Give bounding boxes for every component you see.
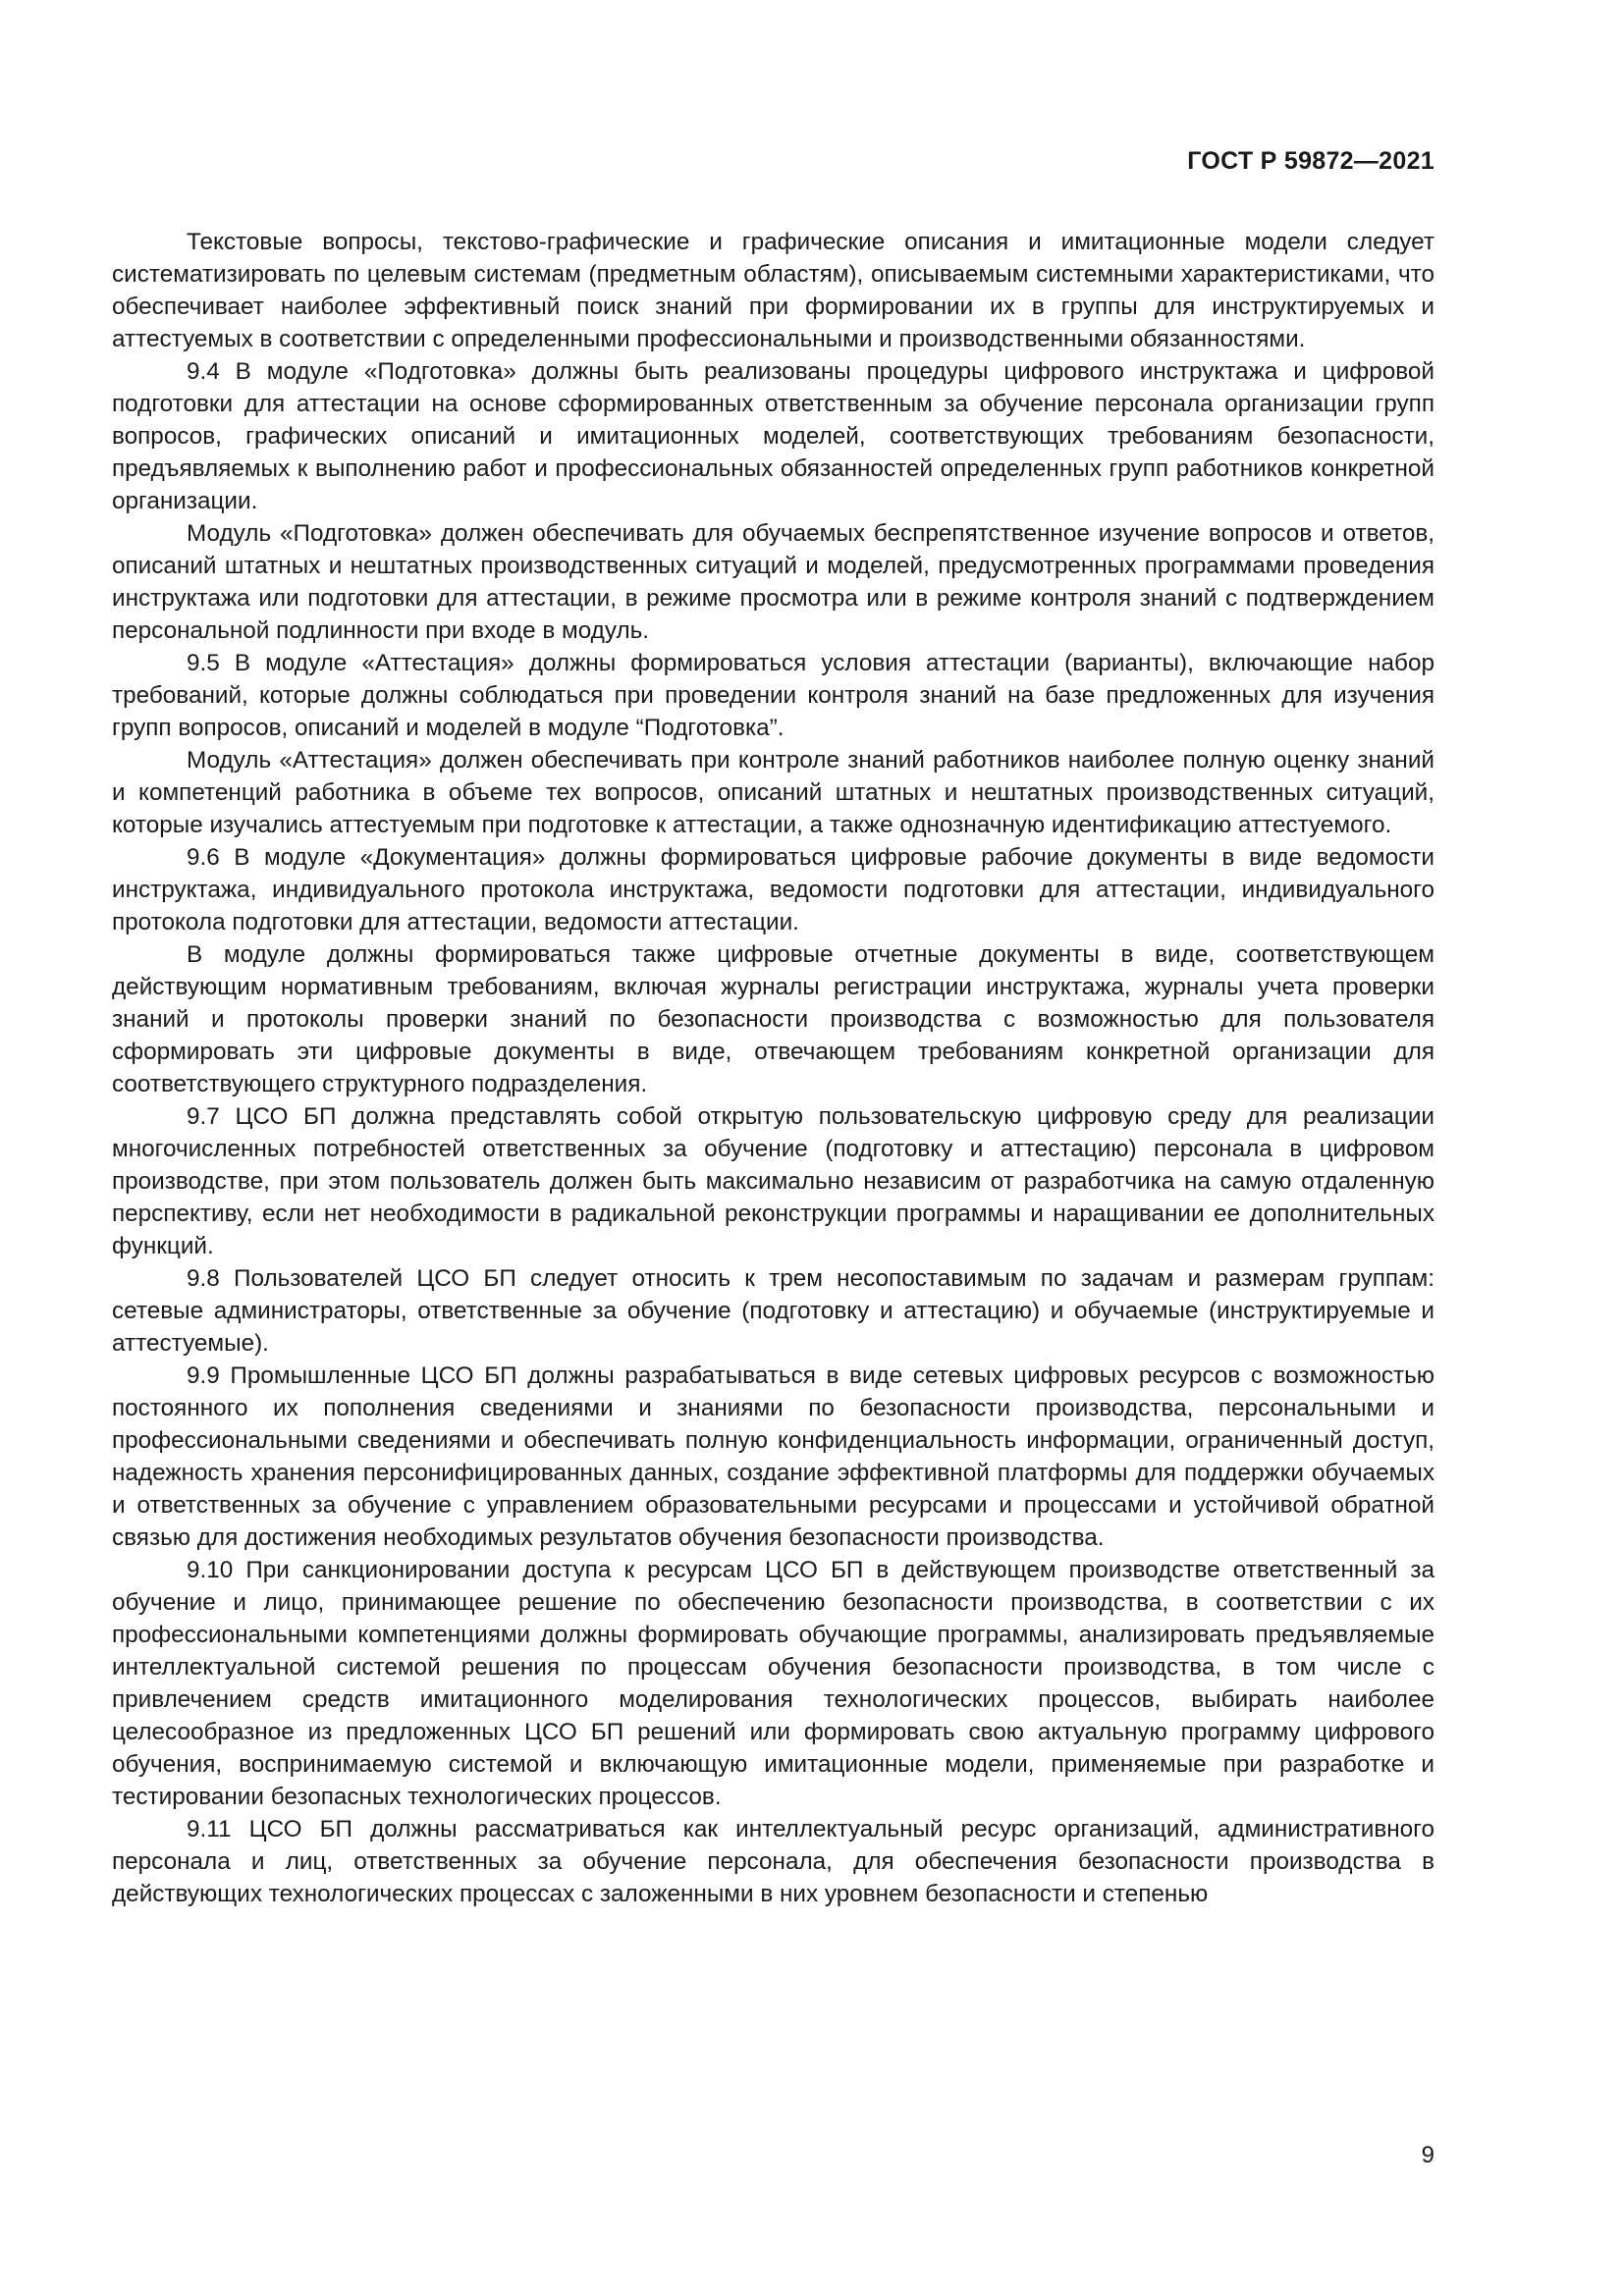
paragraph: 9.5 В модуле «Аттестация» должны формироваться условия аттестации (варианты), включающие набор требований, которые должны соблюдаться при проведении контроля знаний на базе предложенных для изучения групп вопросов, описаний и моделей в модуле “Подготовка”.: [112, 650, 1435, 741]
paragraph: 9.9 Промышленные ЦСО БП должны разрабатываться в виде сетевых цифровых ресурсов с возможностью постоянного их пополнения сведениями и знаниями по безопасности производства, персональными и профессиональными сведениями и обеспечивать полную конфиденциальность информации, ограниченный доступ, надежность хранения персонифицированных данных, создание эффективной платформы для поддержки обучаемых и ответственных за обучение с управлением образовательными ресурсами и процессами и устойчивой обратной связью для достижения необходимых результатов обучения безопасности производства.: [112, 1362, 1435, 1551]
paragraph: 9.11 ЦСО БП должны рассматриваться как интеллектуальный ресурс организаций, административного персонала и лиц, ответственных за обучение персонала, для обеспечения безопасности производства в действующих технологических процессах с заложенными в них уровнем безопасности и степенью: [112, 1816, 1435, 1907]
body-text: [112, 226, 1435, 1910]
paragraph: 9.8 Пользователей ЦСО БП следует относить к трем несопоставимым по задачам и размерам группам: сетевые администраторы, ответственные за обучение (подготовку и аттестацию) и обучаемые (инструктируемые и аттестуемые).: [112, 1265, 1435, 1357]
standard-code-header: ГОСТ Р 59872—2021: [1187, 147, 1435, 175]
paragraph: Модуль «Подготовка» должен обеспечивать для обучаемых беспрепятственное изучение вопросов и ответов, описаний штатных и нештатных производственных ситуаций и моделей, предусмотренных программами проведения инструктажа или подготовки для аттестации, в режиме просмотра или в режиме контроля знаний с подтверждением персональной подлинности при входе в модуль.: [112, 520, 1435, 644]
paragraph: 9.10 При санкционировании доступа к ресурсам ЦСО БП в действующем производстве ответственный за обучение и лицо, принимающее решение по обеспечению безопасности производства, в соответствии с их профессиональными компетенциями должны формировать обучающие программы, анализировать предъявляемые интеллектуальной системой решения по процессам обучения безопасности производства, в том числе с привлечением средств имитационного моделирования технологических процессов, выбирать наиболее целесообразное из предложенных ЦСО БП решений или формировать свою актуальную программу цифрового обучения, воспринимаемую системой и включающую имитационные модели, применяемые при разработке и тестировании безопасных технологических процессов.: [112, 1557, 1435, 1810]
page-number: 9: [1421, 2142, 1435, 2168]
paragraph: 9.4 В модуле «Подготовка» должны быть реализованы процедуры цифрового инструктажа и цифровой подготовки для аттестации на основе сформированных ответственным за обучение персонала организации групп вопросов, графических описаний и имитационных моделей, соответствующих требованиям безопасности, предъявляемых к выполнению работ и профессиональных обязанностей определенных групп работников конкретной организации.: [112, 358, 1435, 514]
paragraph: В модуле должны формироваться также цифровые отчетные документы в виде, соответствующем действующим нормативным требованиям, включая журналы регистрации инструктажа, журналы учета проверки знаний и протоколы проверки знаний по безопасности производства с возможностью для пользователя сформировать эти цифровые документы в виде, отвечающем требованиям конкретной организации для соответствующего структурного подразделения.: [112, 941, 1435, 1097]
paragraph: 9.6 В модуле «Документация» должны формироваться цифровые рабочие документы в виде ведомости инструктажа, индивидуального протокола инструктажа, ведомости подготовки для аттестации, индивидуального протокола подготовки для аттестации, ведомости аттестации.: [112, 844, 1435, 935]
paragraph: Модуль «Аттестация» должен обеспечивать при контроле знаний работников наиболее полную оценку знаний и компетенций работника в объеме тех вопросов, описаний штатных и нештатных производственных ситуаций, которые изучались аттестуемым при подготовке к аттестации, а также однозначную идентификацию аттестуемого.: [112, 747, 1435, 838]
paragraph: 9.7 ЦСО БП должна представлять собой открытую пользовательскую цифровую среду для реализации многочисленных потребностей ответственных за обучение (подготовку и аттестацию) персонала в цифровом производстве, при этом пользователь должен быть максимально независим от разработчика на самую отдаленную перспективу, если нет необходимости в радикальной реконструкции программы и наращивании ее дополнительных функций.: [112, 1103, 1435, 1259]
paragraph: Текстовые вопросы, текстово-графические и графические описания и имитационные модели следует систематизировать по целевым системам (предметным областям), описываемым системными характеристиками, что обеспечивает наиболее эффективный поиск знаний при формировании их в группы для инструктируемых и аттестуемых в соответствии с определенными профессиональными и производственными обязанностями.: [112, 229, 1435, 352]
